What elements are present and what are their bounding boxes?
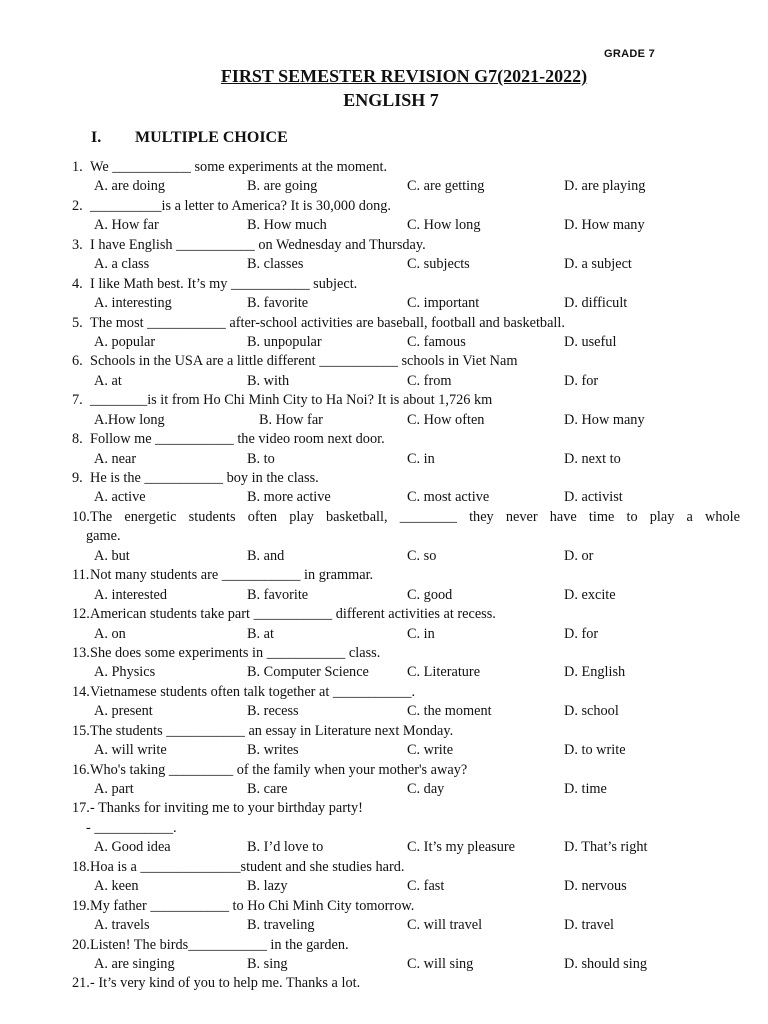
question-text: Listen! The birds___________ in the garden. xyxy=(90,936,349,953)
question-stem xyxy=(72,683,740,702)
question-item xyxy=(72,897,740,936)
option-b: B. writes xyxy=(247,742,299,759)
option-c: C. It’s my pleasure xyxy=(407,839,516,856)
question-stem xyxy=(72,858,740,877)
question-item xyxy=(72,974,740,993)
question-item xyxy=(72,605,740,644)
question-item xyxy=(72,469,740,508)
question-number: 19. xyxy=(72,897,90,914)
question-item xyxy=(72,352,740,391)
option-d: D. How many xyxy=(564,217,645,234)
option-a: A. interested xyxy=(94,586,168,603)
option-a: A. on xyxy=(94,625,126,642)
option-b: B. care xyxy=(247,781,288,797)
option-c: C. from xyxy=(407,372,452,389)
option-a: A. present xyxy=(94,703,153,720)
question-stem xyxy=(72,897,740,916)
option-b: B. and xyxy=(247,547,285,564)
option-b: B. to xyxy=(247,450,275,467)
answer-options xyxy=(72,741,740,760)
question-stem xyxy=(72,314,740,333)
question-number: 4. xyxy=(72,275,83,292)
question-stem xyxy=(72,936,740,955)
option-a: A. interesting xyxy=(94,295,172,312)
option-d: D. difficult xyxy=(564,295,628,312)
question-stem xyxy=(72,469,740,488)
option-a: A. are doing xyxy=(94,178,166,195)
answer-options xyxy=(72,838,740,857)
answer-options xyxy=(72,372,740,391)
option-d: D. useful xyxy=(564,333,617,350)
question-text: Vietnamese students often talk together at ___________. xyxy=(90,683,416,700)
option-d: D. to write xyxy=(564,742,626,759)
question-item xyxy=(72,197,740,236)
option-c: C. write xyxy=(407,742,454,759)
question-number: 6. xyxy=(72,353,83,370)
option-c: C. are getting xyxy=(407,178,485,195)
question-text-continued: - ___________. xyxy=(86,819,177,836)
answer-options xyxy=(72,586,740,605)
question-item xyxy=(72,430,740,469)
answer-options xyxy=(72,663,740,682)
option-a: A. Physics xyxy=(94,664,156,681)
answer-options xyxy=(72,411,740,430)
question-number: 10. xyxy=(72,508,90,525)
option-a: A. near xyxy=(94,450,137,467)
question-item xyxy=(72,566,740,605)
option-b: B. Computer Science xyxy=(247,664,369,681)
question-text: I have English ___________ on Wednesday and Thursday. xyxy=(90,236,426,253)
option-b: B. traveling xyxy=(247,917,315,934)
question-stem xyxy=(72,974,740,993)
section-title: MULTIPLE CHOICE xyxy=(135,129,288,146)
option-b: B. more active xyxy=(247,489,331,506)
option-d: D. or xyxy=(564,547,594,564)
option-c: C. in xyxy=(407,625,435,642)
question-text: He is the ___________ boy in the class. xyxy=(90,470,319,486)
section-heading xyxy=(91,129,288,147)
question-text: My father ___________ to Ho Chi Minh City tomorrow. xyxy=(90,897,415,914)
option-c: C. good xyxy=(407,586,453,603)
document-title: FIRST SEMESTER REVISION G7(2021-2022) xyxy=(220,66,588,86)
option-b: B. unpopular xyxy=(247,333,322,350)
question-number: 17. xyxy=(72,800,90,817)
answer-options xyxy=(72,916,740,935)
option-c: C. so xyxy=(407,547,437,564)
answer-options xyxy=(72,294,740,313)
answer-options xyxy=(72,625,740,644)
option-d: D. How many xyxy=(564,411,645,428)
option-c: C. subjects xyxy=(407,256,470,273)
answer-options xyxy=(72,450,740,469)
question-item xyxy=(72,936,740,975)
option-b: B. at xyxy=(247,625,275,642)
question-text: American students take part ___________ different activities at recess. xyxy=(90,606,496,623)
option-c: C. fast xyxy=(407,878,445,895)
option-c: C. will sing xyxy=(407,955,474,972)
question-item xyxy=(72,722,740,761)
answer-options xyxy=(72,333,740,352)
option-d: D. for xyxy=(564,625,599,642)
option-d: D. school xyxy=(564,703,619,720)
question-stem xyxy=(72,275,740,294)
section-number: I. xyxy=(91,129,102,146)
option-b: B. with xyxy=(247,372,290,389)
option-d: D. for xyxy=(564,372,599,389)
question-item xyxy=(72,644,740,683)
question-number: 13. xyxy=(72,644,90,661)
question-stem xyxy=(72,566,740,585)
option-a: A. a class xyxy=(94,256,150,273)
option-b: B. How much xyxy=(247,217,327,234)
question-number: 11. xyxy=(72,567,90,584)
answer-options xyxy=(72,216,740,235)
option-a: A. popular xyxy=(94,333,156,350)
option-a: A. travels xyxy=(94,917,150,934)
question-text: Who's taking _________ of the family when your mother's away? xyxy=(90,761,468,778)
question-stem xyxy=(72,197,740,216)
answer-options xyxy=(72,780,740,799)
question-list xyxy=(72,158,740,994)
question-number: 12. xyxy=(72,606,90,623)
option-c: C. Literature xyxy=(407,664,481,681)
answer-options xyxy=(72,547,740,566)
question-text: The most ___________ after-school activities are baseball, football and basketball. xyxy=(90,314,565,331)
answer-options xyxy=(72,877,740,896)
question-number: 16. xyxy=(72,761,90,778)
option-a: A. at xyxy=(94,372,122,389)
question-number: 1. xyxy=(72,159,83,175)
question-number: 20. xyxy=(72,936,90,953)
grade-label: GRADE 7 xyxy=(604,48,655,60)
option-a: A. will write xyxy=(94,742,167,759)
question-item xyxy=(72,236,740,275)
option-c: C. most active xyxy=(407,489,490,506)
question-item xyxy=(72,508,740,566)
question-number: 18. xyxy=(72,858,90,875)
question-number: 9. xyxy=(72,470,83,486)
option-a: A.How long xyxy=(94,411,165,428)
question-text: Schools in the USA are a little different ___________ schools in Viet Nam xyxy=(90,353,518,370)
question-number: 3. xyxy=(72,236,83,253)
option-d: D. activist xyxy=(564,489,623,506)
question-item xyxy=(72,683,740,722)
option-b: B. I’d love to xyxy=(247,839,324,856)
question-number: 7. xyxy=(72,392,83,409)
question-number: 21. xyxy=(72,975,90,992)
question-text: - It’s very kind of you to help me. Thanks a lot. xyxy=(90,975,361,992)
question-stem xyxy=(72,236,740,255)
option-c: C. in xyxy=(407,450,435,467)
question-item xyxy=(72,275,740,314)
question-text: She does some experiments in ___________ class. xyxy=(90,644,381,661)
answer-options xyxy=(72,177,740,196)
question-text: I like Math best. It’s my ___________ subject. xyxy=(90,275,358,292)
question-stem xyxy=(72,508,740,527)
option-b: B. favorite xyxy=(247,586,309,603)
question-text: We ___________ some experiments at the moment. xyxy=(90,159,388,175)
option-d: D. English xyxy=(564,664,626,681)
answer-options xyxy=(72,488,740,507)
question-stem xyxy=(72,158,740,177)
option-d: D. are playing xyxy=(564,178,646,195)
question-text: Hoa is a ______________student and she studies hard. xyxy=(90,858,405,875)
question-number: 15. xyxy=(72,722,90,739)
option-b: B. favorite xyxy=(247,295,309,312)
option-d: D. should sing xyxy=(564,955,648,972)
option-a: A. keen xyxy=(94,878,139,895)
answer-options xyxy=(72,255,740,274)
answer-options xyxy=(72,955,740,974)
option-a: A. active xyxy=(94,489,146,506)
question-item xyxy=(72,391,740,430)
question-stem xyxy=(72,391,740,410)
option-d: D. nervous xyxy=(564,878,627,895)
question-item xyxy=(72,858,740,897)
option-b: B. are going xyxy=(247,178,318,195)
question-stem xyxy=(72,761,740,780)
option-a: A. are singing xyxy=(94,955,175,972)
question-number: 5. xyxy=(72,314,83,331)
option-b: B. classes xyxy=(247,256,304,273)
question-text: __________is a letter to America? It is 30,000 dong. xyxy=(90,197,391,214)
option-d: D. next to xyxy=(564,450,621,467)
question-stem xyxy=(72,605,740,624)
option-c: C. famous xyxy=(407,333,466,350)
question-number: 14. xyxy=(72,683,90,700)
question-stem xyxy=(72,722,740,741)
question-text-continued: game. xyxy=(86,528,121,545)
option-c: C. important xyxy=(407,295,480,312)
option-d: D. That’s right xyxy=(564,839,648,856)
option-a: A. How far xyxy=(94,217,159,234)
question-item xyxy=(72,761,740,800)
question-text: The students ___________ an essay in Literature next Monday. xyxy=(90,722,454,739)
option-c: C. How often xyxy=(407,411,485,428)
option-b: B. lazy xyxy=(247,878,288,895)
question-item xyxy=(72,799,740,857)
option-a: A. Good idea xyxy=(94,839,171,856)
question-stem xyxy=(72,799,740,818)
option-c: C. the moment xyxy=(407,703,492,720)
question-item xyxy=(72,314,740,353)
question-number: 2. xyxy=(72,197,83,214)
option-d: D. a subject xyxy=(564,256,632,273)
option-d: D. travel xyxy=(564,917,615,934)
option-b: B. How far xyxy=(259,411,323,428)
option-c: C. How long xyxy=(407,217,481,234)
option-d: D. excite xyxy=(564,586,616,603)
option-c: C. day xyxy=(407,781,445,797)
option-b: B. sing xyxy=(247,955,288,972)
document-subtitle: ENGLISH 7 xyxy=(343,90,439,110)
question-stem xyxy=(72,430,740,449)
option-a: A. part xyxy=(94,781,134,797)
question-item xyxy=(72,158,740,197)
question-text: ________is it from Ho Chi Minh City to Ha Noi? It is about 1,726 km xyxy=(90,392,493,409)
question-text: Not many students are ___________ in grammar. xyxy=(90,567,374,584)
question-stem xyxy=(72,644,740,663)
option-b: B. recess xyxy=(247,703,299,720)
option-a: A. but xyxy=(94,547,130,564)
question-text: - Thanks for inviting me to your birthday party! xyxy=(90,800,363,817)
question-text: The energetic students often play basketball, ________ they never have time to play a whole xyxy=(90,508,740,525)
answer-options xyxy=(72,702,740,721)
question-number: 8. xyxy=(72,431,83,448)
option-d: D. time xyxy=(564,781,607,797)
question-text: Follow me ___________ the video room next door. xyxy=(90,431,385,448)
question-stem xyxy=(72,352,740,371)
option-c: C. will travel xyxy=(407,917,483,934)
